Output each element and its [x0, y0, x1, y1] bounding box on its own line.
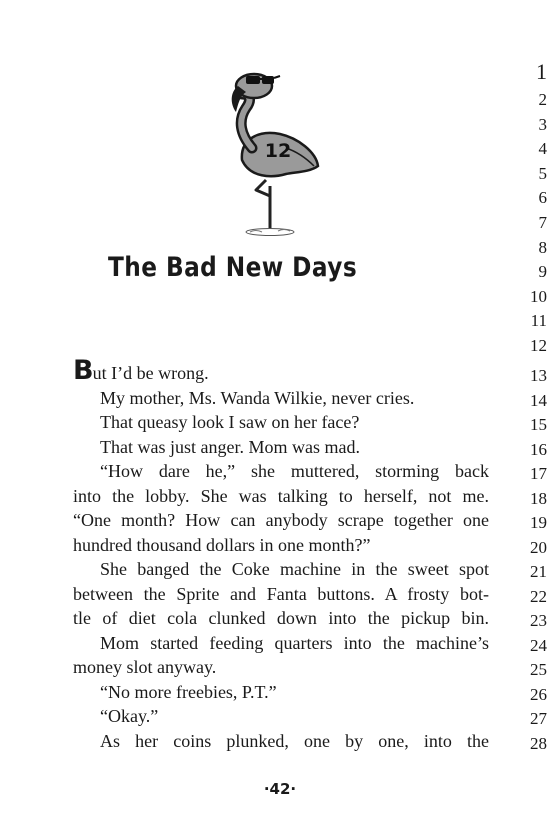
- text-line-content: “No more freebies, P.T.”: [100, 681, 277, 702]
- line-number: 14: [530, 390, 547, 410]
- line-number: 22: [530, 586, 547, 606]
- line-number: 26: [530, 684, 547, 704]
- line-number: 18: [530, 488, 547, 508]
- text-line-content: My mother, Ms. Wanda Wilkie, never cries.: [100, 387, 415, 408]
- line-number: 16: [530, 439, 547, 459]
- text-line-content: As her coins plunked, one by one, into the: [100, 730, 489, 751]
- line-number: 11: [530, 311, 547, 331]
- flamingo-icon: [220, 68, 338, 240]
- line-number: 1: [536, 59, 547, 84]
- line-number: 5: [538, 163, 547, 183]
- text-line: [73, 484, 489, 509]
- line-number: 17: [530, 464, 547, 483]
- line-number: 20: [530, 537, 547, 557]
- line-number: 8: [538, 237, 547, 257]
- text-line: [73, 459, 489, 484]
- line-number: 6: [538, 188, 547, 208]
- line-numbers: [515, 0, 547, 840]
- text-line: [73, 582, 489, 607]
- line-number: 25: [530, 660, 547, 679]
- chapter-title: The Bad New Days: [108, 252, 358, 283]
- text-line-content: hundred thousand dollars in one month?”: [73, 534, 371, 555]
- drop-cap: B: [73, 355, 93, 386]
- page-number: ·42·: [263, 780, 297, 798]
- line-number: 7: [538, 213, 547, 232]
- text-line: [73, 704, 489, 729]
- text-line: [73, 631, 489, 656]
- line-number: 3: [538, 114, 547, 134]
- line-number: 24: [530, 635, 547, 655]
- text-line-content: “How dare he,” she muttered, storming back: [100, 461, 489, 481]
- line-number: 13: [530, 366, 547, 385]
- line-number: 9: [538, 262, 547, 282]
- text-line: [73, 508, 489, 533]
- line-number: 19: [530, 513, 547, 532]
- flamingo-illustration: [220, 68, 338, 240]
- line-number: 2: [538, 90, 547, 109]
- line-number: 27: [530, 709, 547, 728]
- line-number: 15: [530, 415, 547, 434]
- text-line-content: tle of diet cola clunked down into the pickup bin.: [73, 608, 489, 628]
- text-line-content: money slot anyway.: [73, 657, 217, 677]
- text-line: [73, 386, 489, 411]
- text-line-content: ut I’d be wrong.: [92, 363, 209, 383]
- text-line-content: That was just anger. Mom was mad.: [100, 436, 360, 457]
- text-line-content: She banged the Coke machine in the sweet spot: [100, 559, 489, 579]
- body-text: [73, 355, 489, 753]
- text-line: [73, 606, 489, 631]
- text-line-content: between the Sprite and Fanta buttons. A frosty bot-: [73, 583, 489, 604]
- text-line-content: That queasy look I saw on her face?: [100, 412, 360, 432]
- text-line: [73, 680, 489, 705]
- text-line: [73, 557, 489, 582]
- text-line: [73, 655, 489, 680]
- line-number: 21: [530, 562, 547, 581]
- line-number: 10: [530, 286, 547, 306]
- chapter-number: 12: [264, 140, 292, 162]
- text-line: [73, 729, 489, 754]
- text-line-content: into the lobby. She was talking to herself, not me.: [73, 485, 489, 506]
- text-line-content: “Okay.”: [100, 706, 159, 726]
- text-line: [73, 355, 489, 386]
- text-line-content: Mom started feeding quarters into the machine’s: [100, 632, 489, 653]
- text-line-content: “One month? How can anybody scrape together one: [73, 510, 489, 530]
- text-line: [73, 435, 489, 460]
- line-number: 4: [538, 139, 547, 159]
- text-line: [73, 533, 489, 558]
- text-line: [73, 410, 489, 435]
- line-number: 23: [530, 611, 547, 630]
- line-number: 28: [530, 733, 547, 753]
- line-number: 12: [530, 336, 547, 355]
